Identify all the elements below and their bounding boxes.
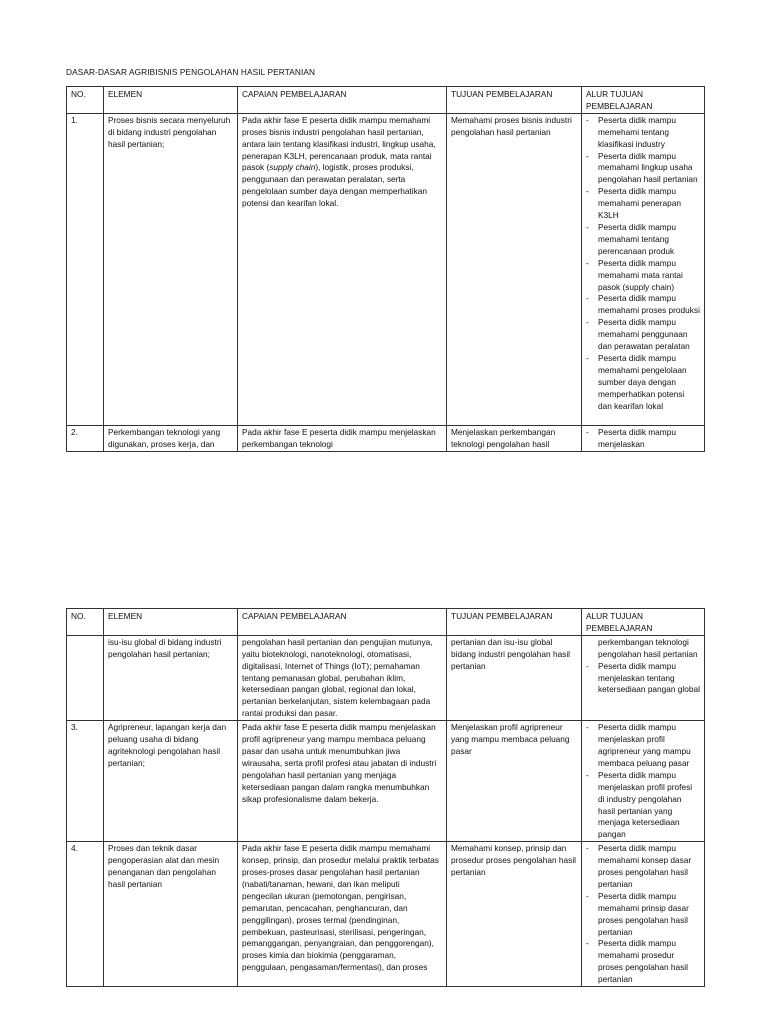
- table-header-row: [67, 87, 705, 114]
- alur-item-text: Peserta didik mampu menjelaskan tentang ketersediaan pangan global: [598, 660, 700, 695]
- alur-list-item: [586, 353, 700, 413]
- row-elemen: Agripreneur, lapangan kerja dan peluang usaha di bidang agriteknologi pengolahan hasil pertanian;: [104, 721, 238, 842]
- row-alur: [582, 721, 705, 842]
- row-number: 2.: [67, 425, 104, 451]
- alur-list-item: [586, 258, 700, 294]
- bullet-dash-icon: -: [586, 317, 589, 328]
- alur-list: [586, 661, 700, 697]
- alur-list-item: [586, 151, 700, 187]
- alur-list-item: [586, 427, 700, 451]
- alur-list-item: [586, 222, 700, 258]
- alur-item-text: Peserta didik mampu memehami tentang klasifikasi industry: [598, 114, 676, 149]
- alur-list-item: [586, 770, 700, 841]
- row-number: 1.: [67, 113, 104, 425]
- header-alur: ALUR TUJUAN PEMBELAJARAN: [582, 609, 705, 636]
- row-alur: [582, 113, 705, 425]
- alur-list-item: [586, 938, 700, 986]
- row-elemen: Perkembangan teknologi yang digunakan, proses kerja, dan: [104, 425, 238, 451]
- table-row: [67, 635, 705, 720]
- row-capaian: pengolahan hasil pertanian dan pengujian mutunya, yaitu bioteknologi, nanoteknologi, otomatisasi, digitalisasi, Internet of Things (IoT); pemahaman tentang pemanasan global, perubahan iklim, ketersediaan pangan global, regional dan lokal, pertanian berkelanjutan, sistem kelembagaan pada rantai produksi dan pasar.: [238, 635, 447, 720]
- capaian-italic-term: supply chain: [269, 162, 316, 173]
- row-capaian: Pada akhir fase E peserta didik mampu menjelaskan profil agripreneur yang mampu membaca peluang pasar dan usaha untuk menumbuhkan jiwa wirausaha, serta profil profesi atau jabatan di industri pengolahan hasil pertanian yang menjaga ketersediaan pangan dalam rangka menumbuhkan sikap profesionalisme dalam bekerja.: [238, 721, 447, 842]
- table-row: [67, 425, 705, 451]
- alur-item-text: Peserta didik mampu memahami prosedur proses pengolahan hasil pertanian: [598, 938, 688, 985]
- row-number: [67, 635, 104, 720]
- bullet-dash-icon: -: [586, 843, 589, 854]
- row-capaian: Pada akhir fase E peserta didik mampu menjelaskan perkembangan teknologi: [238, 425, 447, 451]
- row-elemen: Proses bisnis secara menyeluruh di bidang industri pengolahan hasil pertanian;: [104, 113, 238, 425]
- row-number: 4.: [67, 842, 104, 987]
- row-capaian: [238, 113, 447, 425]
- alur-item-text: Peserta didik mampu menjelaskan: [598, 426, 676, 449]
- bullet-dash-icon: -: [586, 257, 589, 268]
- row-tujuan: pertanian dan isu-isu global bidang industri pengolahan hasil pertanian: [447, 635, 582, 720]
- alur-list-item: [586, 186, 700, 222]
- row-tujuan: Menjelaskan profil agripreneur yang mampu membaca peluang pasar: [447, 721, 582, 842]
- header-elemen: ELEMEN: [104, 87, 238, 114]
- alur-list: [586, 427, 700, 451]
- bullet-dash-icon: -: [586, 221, 589, 232]
- alur-item-text: Peserta didik mampu menjelaskan profil profesi di industry pengolahan hasil pertanian yang menjaga ketersediaan pangan: [598, 769, 693, 840]
- alur-item-text: Peserta didik mampu memahami penerapan K3LH: [598, 186, 682, 221]
- row-tujuan: Menjelaskan perkembangan teknologi pengolahan hasil: [447, 425, 582, 451]
- alur-list-item: [586, 317, 700, 353]
- row-elemen: isu-isu global di bidang industri pengolahan hasil pertanian;: [104, 635, 238, 720]
- alur-item-text: Peserta didik mampu memahami konsep dasar proses pengolahan hasil pertanian: [598, 843, 692, 889]
- bullet-dash-icon: -: [586, 938, 589, 949]
- alur-list: [586, 115, 700, 413]
- alur-item-text: Peserta didik mampu memahami tentang perencanaan produk: [598, 221, 676, 256]
- alur-list-item: [586, 661, 700, 697]
- capaian-text-part: Pada akhir fase E peserta didik mampu memahami proses bisnis industri pengolahan hasil pertanian, antara lain tentang klasifikasi industri, lingkup usaha, penerapan K3LH, perencanaan produk, mata rantai pasok (: [242, 114, 436, 173]
- curriculum-table-page-1: [66, 86, 705, 452]
- header-elemen: ELEMEN: [104, 609, 238, 636]
- alur-list: [586, 722, 700, 841]
- header-no: NO.: [67, 87, 104, 114]
- alur-list: [586, 637, 700, 661]
- alur-item-text: Peserta didik mampu memahami lingkup usaha pengolahan hasil pertanian: [598, 150, 698, 185]
- alur-list-item: [586, 115, 700, 151]
- alur-list-item: [586, 843, 700, 891]
- header-no: NO.: [67, 609, 104, 636]
- document-title: DASAR-DASAR AGRIBISNIS PENGOLAHAN HASIL PERTANIAN: [66, 67, 316, 77]
- alur-item-text: Peserta didik mampu memahami prinsip dasar proses pengolahan hasil pertanian: [598, 890, 689, 937]
- bullet-dash-icon: -: [586, 352, 589, 363]
- bullet-dash-icon: -: [586, 890, 589, 901]
- alur-list-item: [586, 891, 700, 939]
- row-alur: [582, 425, 705, 451]
- capaian-text-part: ), logistik, proses produksi, penggunaan dan perawatan peralatan, serta pengelolaan sumber daya dengan memperhatikan potensi dan kearifan lokal.: [242, 162, 427, 209]
- alur-item-text: Peserta didik mampu memahami penggunaan dan perawatan peralatan: [598, 317, 690, 352]
- header-tujuan: TUJUAN PEMBELAJARAN: [447, 87, 582, 114]
- bullet-dash-icon: -: [586, 426, 589, 437]
- bullet-dash-icon: -: [586, 660, 589, 671]
- alur-list-item: [586, 722, 700, 770]
- alur-continuation: perkembangan teknologi pengolahan hasil pertanian: [598, 636, 698, 659]
- alur-item-text: Peserta didik mampu memahami pengelolaan sumber daya dengan memperhatikan potensi dan kearifan lokal: [598, 352, 687, 411]
- table-row: [67, 842, 705, 987]
- row-capaian: Pada akhir fase E peserta didik mampu memahami konsep, prinsip, dan prosedur melalui praktik terbatas proses-proses dasar pengolahan hasil pertanian (nabati/tanaman, hewani, dan ikan meliputi pengecilan ukuran (pemotongan, pengirisan, pemarutan, pencacahan, penghancuran, dan penggilingan), proses termal (pendinginan, pembekuan, pasteurisasi, sterilisasi, pengeringan, pemanggangan, penyangraian, dan penggorengan), proses kimia dan biokimia (penggaraman, penggulaan, pengasaman/fermentasi), dan proses: [238, 842, 447, 987]
- alur-list-item: [586, 293, 700, 317]
- row-alur: [582, 635, 705, 720]
- table-header-row: [67, 609, 705, 636]
- header-alur: ALUR TUJUAN PEMBELAJARAN: [582, 87, 705, 114]
- table-row: [67, 721, 705, 842]
- bullet-dash-icon: -: [586, 186, 589, 197]
- row-tujuan: Memahami proses bisnis industri pengolahan hasil pertanian: [447, 113, 582, 425]
- bullet-dash-icon: -: [586, 150, 589, 161]
- alur-item-text: Peserta didik mampu memahami mata rantai pasok (supply chain): [598, 257, 683, 292]
- alur-item-text: Peserta didik mampu memahami proses produksi: [598, 293, 700, 316]
- header-capaian: CAPAIAN PEMBELAJARAN: [238, 609, 447, 636]
- bullet-dash-icon: -: [586, 722, 589, 733]
- row-number: 3.: [67, 721, 104, 842]
- bullet-dash-icon: -: [586, 293, 589, 304]
- bullet-dash-icon: -: [586, 769, 589, 780]
- header-capaian: CAPAIAN PEMBELAJARAN: [238, 87, 447, 114]
- row-tujuan: Memahami konsep, prinsip dan prosedur proses pengolahan hasil pertanian: [447, 842, 582, 987]
- row-elemen: Proses dan teknik dasar pengoperasian alat dan mesin penanganan dan pengolahan hasil pertanian: [104, 842, 238, 987]
- row-alur: [582, 842, 705, 987]
- header-tujuan: TUJUAN PEMBELAJARAN: [447, 609, 582, 636]
- curriculum-table-page-2: [66, 608, 705, 987]
- alur-item-text: Peserta didik mampu menjelaskan profil agripreneur yang mampu membaca peluang pasar: [598, 722, 691, 768]
- alur-list: [586, 843, 700, 986]
- bullet-dash-icon: -: [586, 114, 589, 125]
- table-row: [67, 113, 705, 425]
